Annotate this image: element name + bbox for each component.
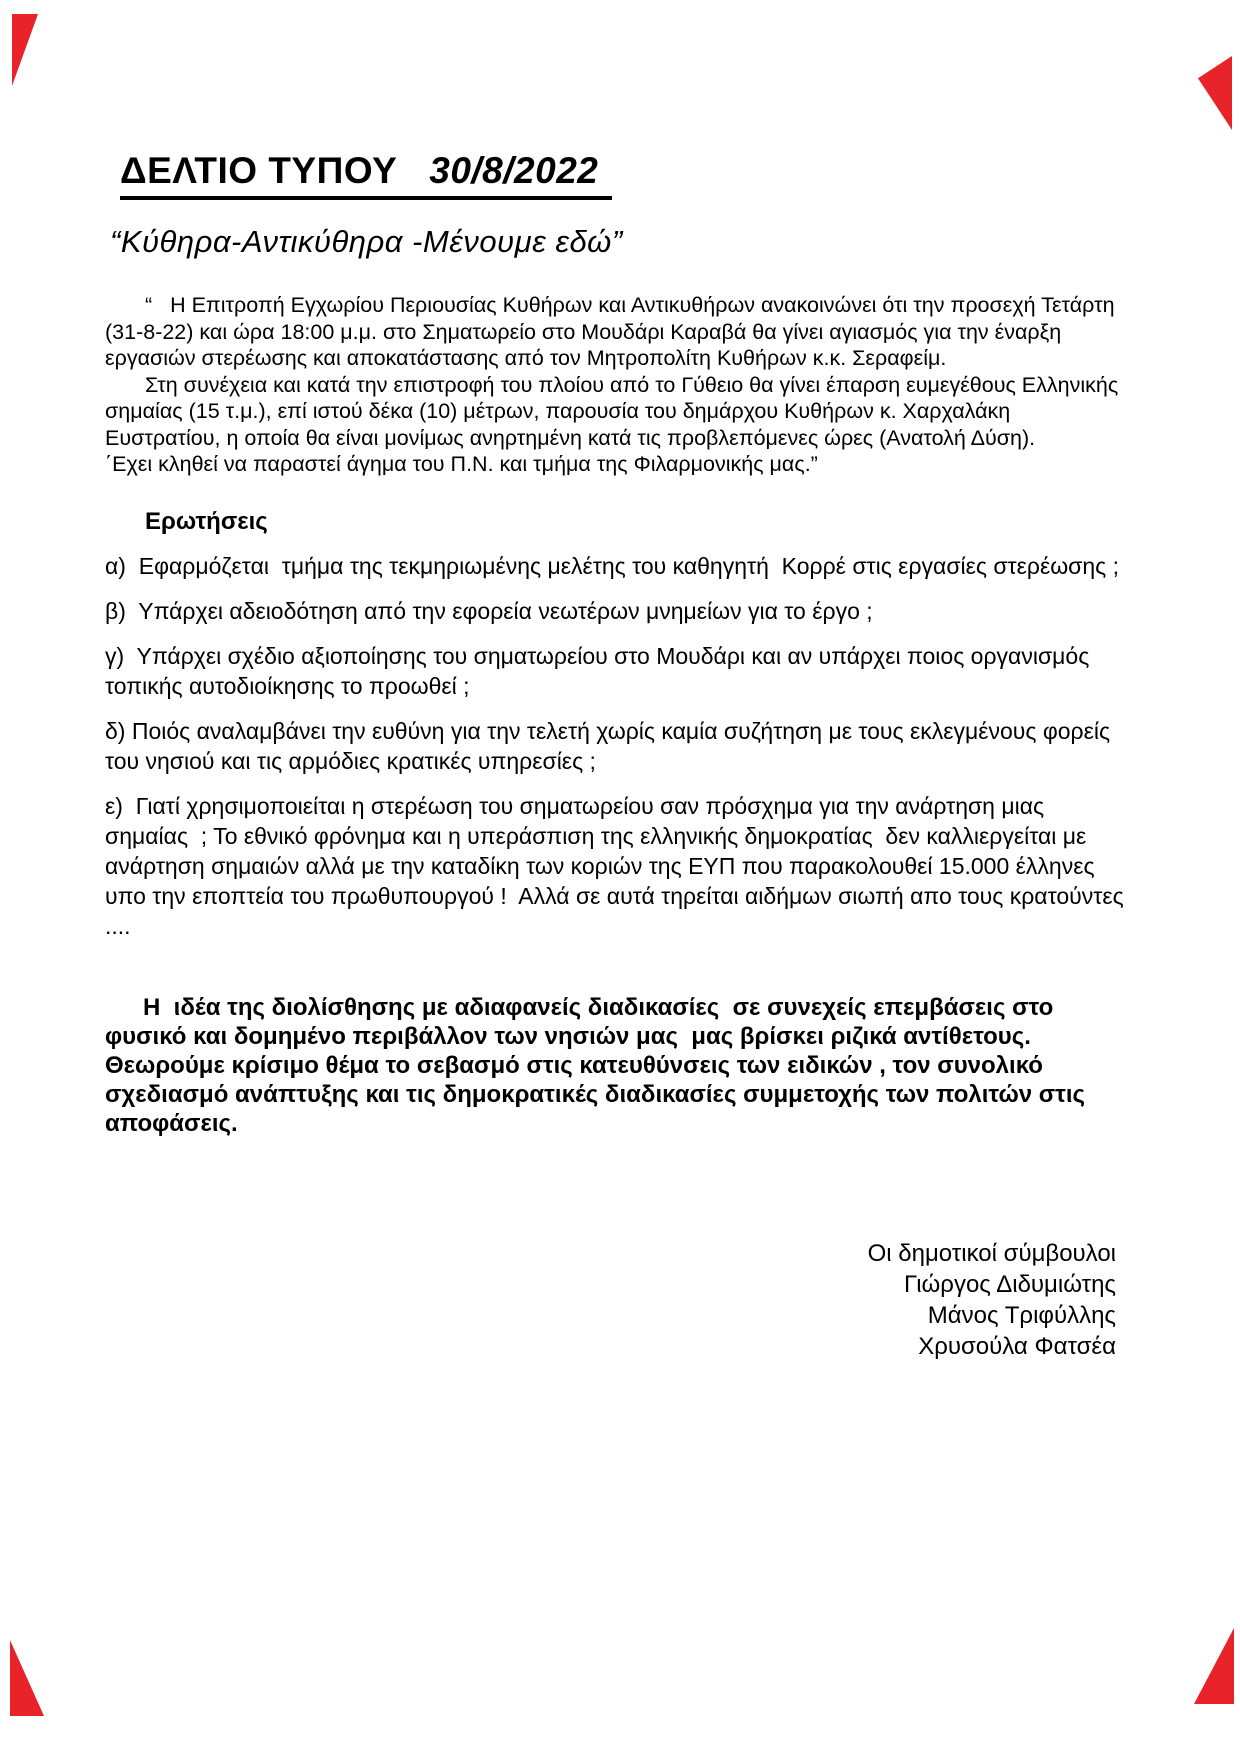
corner-marker-top-left-icon: [12, 14, 38, 86]
corner-marker-bottom-left-icon: [10, 1640, 44, 1716]
questions-list: [105, 551, 1131, 941]
closing-statement: Η ιδέα της διολίσθησης με αδιαφανείς διαδικασίες σε συνεχείς επεμβάσεις στο φυσικό και δομημένο περιβάλλον των νησιών μας μας βρίσκει ριζικά αντίθετους. Θεωρούμε κρίσιμο θέμα το σεβασμό στις κατευθύνσεις των ειδικών , τον συνολικό σχεδιασμό ανάπτυξης και τις δημοκρατικές διαδικασίες συμμετοχής των πολιτών στις αποφάσεις.: [105, 993, 1092, 1137]
page-subtitle: “Κύθηρα-Αντικύθηρα -Μένουμε εδώ”: [110, 224, 623, 259]
corner-marker-bottom-right-icon: [1194, 1628, 1234, 1704]
intro-paragraph-2: Στη συνέχεια και κατά την επιστροφή του πλοίου από το Γύθειο θα γίνει έπαρση ευμεγέθους Ελληνικής σημαίας (15 τ.μ.), επί ιστού δέκα (10) μέτρων, παρουσία του δημάρχου Κυθήρων κ. Χαρχαλάκη Ευστρατίου, η οποία θα είναι μονίμως ανηρτημένη κατά τις προβλεπόμενες ώρες (Ανατολή Δύση).: [105, 372, 1125, 450]
press-release-label: ΔΕΛΤΙΟ ΤΥΠΟΥ: [120, 150, 398, 191]
questions-heading: Ερωτήσεις: [145, 507, 268, 535]
signatory-name-2: Μάνος Τριφύλλης: [927, 1301, 1116, 1329]
intro-paragraph-1: “ Η Επιτροπή Εγχωρίου Περιουσίας Κυθήρων και Αντικυθήρων ανακοινώνει ότι την προσεχή Τετάρτη (31-8-22) και ώρα 18:00 μ.μ. στο Σηματωρείο στο Μουδάρι Καραβά θα γίνει αγιασμός για την έναρξη εργασιών στερέωσης και αποκατάστασης από τον Μητροπολίτη Κυθήρων κ.κ. Σεραφείμ.: [105, 293, 1121, 370]
question-epsilon: ε) Γιατί χρησιμοποιείται η στερέωση του σηματωρείου σαν πρόσχημα για την ανάρτηση μιας σημαίας ; Το εθνικό φρόνημα και η υπεράσπιση της ελληνικής δημοκρατίας δεν καλλιεργείται με ανάρτηση σημαιών αλλά με την καταδίκη των κοριών της ΕΥΠ που παρακολουθεί 15.000 έλληνες υπο την εποπτεία του πρωθυπουργού ! Αλλά σε αυτά τηρείται αιδήμων σιωπή απο τους κρατούντες ....: [105, 792, 1131, 939]
release-date: 30/8/2022: [429, 150, 599, 191]
intro-section: [105, 292, 1128, 478]
intro-paragraph-3: ΄Εχει κληθεί να παραστεί άγημα του Π.Ν. και τμήμα της Φιλαρμονικής μας.”: [105, 452, 818, 476]
page-title: [120, 150, 1128, 200]
question-gamma: γ) Υπάρχει σχέδιο αξιοποίησης του σηματωρείου στο Μουδάρι και αν υπάρχει ποιος οργανισμός τοπικής αυτοδιοίκησης το προωθεί ;: [105, 642, 1096, 699]
corner-marker-top-right-icon: [1198, 56, 1232, 130]
signatory-name-1: Γιώργος Διδυμιώτης: [904, 1270, 1116, 1298]
signatory-name-3: Χρυσούλα Φατσέα: [918, 1332, 1116, 1360]
question-beta: β) Υπάρχει αδειοδότηση από την εφορεία νεωτέρων μνημείων για το έργο ;: [105, 597, 873, 624]
document-body: [105, 0, 1131, 1362]
signature-block: [105, 1238, 1128, 1362]
signature-role: Οι δημοτικοί σύμβουλοι: [867, 1239, 1116, 1267]
question-alpha: α) Εφαρμόζεται τμήμα της τεκμηριωμένης μελέτης του καθηγητή Κορρέ στις εργασίες στερέωσης ;: [105, 552, 1120, 579]
question-delta: δ) Ποιός αναλαμβάνει την ευθύνη για την τελετή χωρίς καμία συζήτηση με τους εκλεγμένους φορείς του νησιού και τις αρμόδιες κρατικές υπηρεσίες ;: [105, 717, 1117, 774]
